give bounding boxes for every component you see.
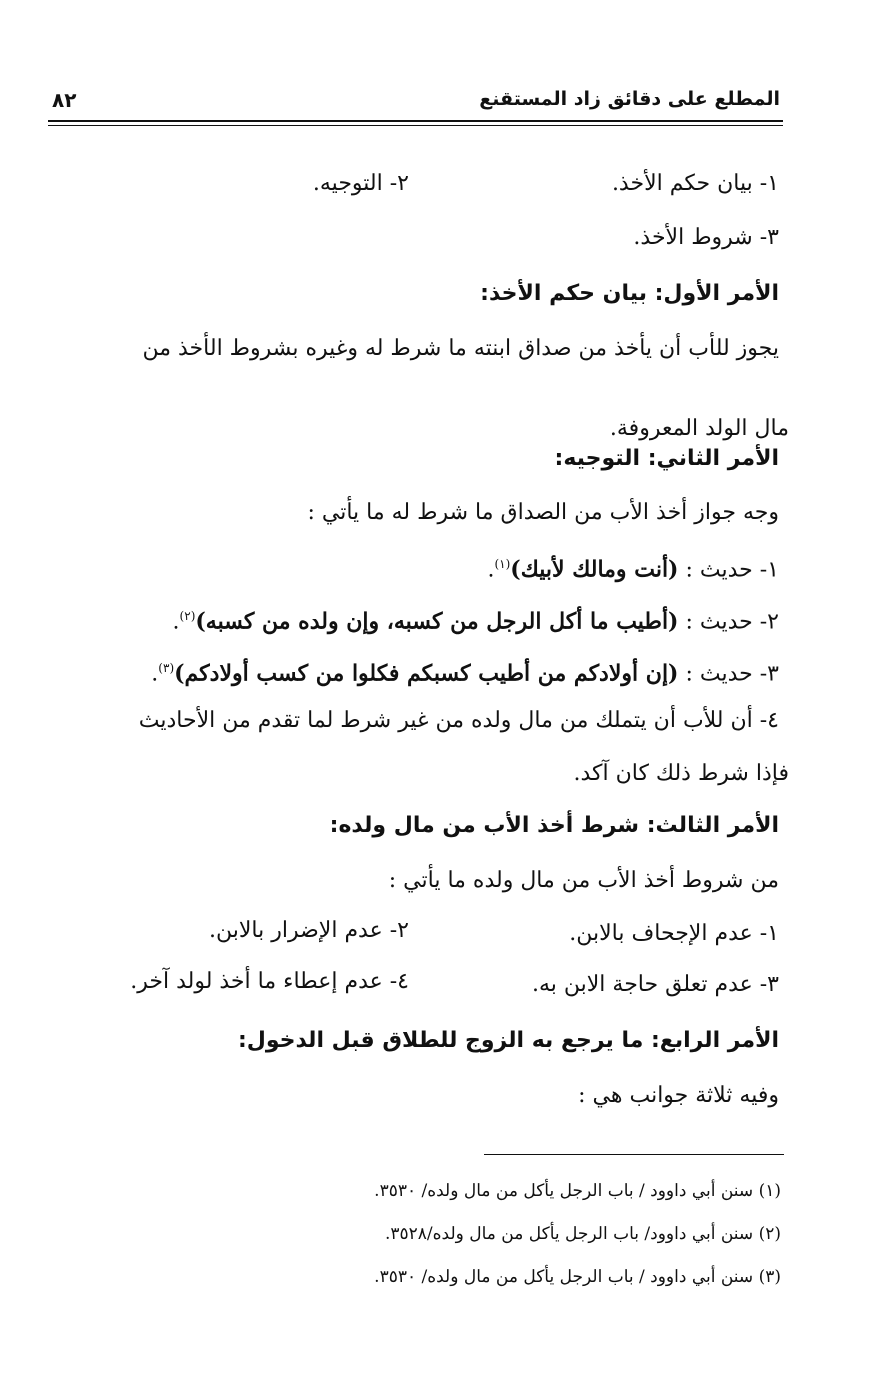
section-heading: الأمر الأول: بيان حكم الأخذ: — [480, 281, 779, 306]
section-heading: الأمر الثاني: التوجيه: — [554, 446, 779, 471]
section-heading: الأمر الثالث: شرط أخذ الأب من مال ولده: — [329, 813, 779, 838]
book-title: المطلع على دقائق زاد المستقنع — [479, 88, 780, 110]
footnote-separator — [484, 1154, 784, 1155]
hadith-quote: (أطيب ما أكل الرجل من كسبه، وإن ولده من كسبه) — [195, 608, 679, 635]
paragraph-line: فإذا شرط ذلك كان آكد. — [573, 761, 789, 786]
hadith-item — [151, 652, 779, 690]
list-item: ٣- شروط الأخذ. — [633, 225, 779, 250]
hadith-prefix: ٣- حديث : — [678, 661, 779, 687]
condition-item: ٢- عدم الإضرار بالابن. — [209, 918, 409, 943]
condition-item: ١- عدم الإجحاف بالابن. — [569, 921, 779, 946]
punctuation: . — [487, 557, 495, 583]
footnote: (١) سنن أبي داوود / باب الرجل يأكل من مال ولده/ ٣٥٣٠. — [374, 1181, 781, 1201]
paragraph-line: وجه جواز أخذ الأب من الصداق ما شرط له ما يأتي : — [307, 500, 779, 525]
hadith-item — [487, 548, 779, 586]
hadith-quote: (أنت ومالك لأبيك) — [510, 556, 679, 583]
hadith-prefix: ٢- حديث : — [678, 609, 779, 635]
footnote: (٢) سنن أبي داوود/ باب الرجل يأكل من مال ولده/٣٥٢٨. — [384, 1224, 781, 1244]
paragraph-line: ٤- أن للأب أن يتملك من مال ولده من غير شرط لما تقدم من الأحاديث — [138, 708, 779, 733]
page-number: ٨٢ — [52, 88, 77, 112]
header-rule-thin — [48, 125, 783, 126]
footnote-ref[interactable]: (١) — [494, 557, 511, 571]
hadith-item — [173, 600, 779, 638]
hadith-prefix: ١- حديث : — [678, 557, 779, 583]
condition-item: ٣- عدم تعلق حاجة الابن به. — [531, 972, 779, 997]
footnote-ref[interactable]: (٣) — [158, 661, 175, 675]
footnote: (٣) سنن أبي داوود / باب الرجل يأكل من مال ولده/ ٣٥٣٠. — [374, 1267, 781, 1287]
paragraph-line: وفيه ثلاثة جوانب هي : — [578, 1083, 779, 1108]
footnote-ref[interactable]: (٢) — [179, 609, 196, 623]
running-header — [52, 86, 780, 116]
section-heading: الأمر الرابع: ما يرجع به الزوج للطلاق قبل الدخول: — [237, 1028, 779, 1053]
hadith-quote: (إن أولادكم من أطيب كسبكم فكلوا من كسب أولادكم) — [174, 660, 679, 687]
list-item: ١- بيان حكم الأخذ. — [611, 171, 779, 196]
condition-item: ٤- عدم إعطاء ما أخذ لولد آخر. — [130, 969, 409, 994]
header-rule — [48, 120, 783, 122]
paragraph-line: من شروط أخذ الأب من مال ولده ما يأتي : — [388, 868, 779, 893]
paragraph-line: مال الولد المعروفة. — [609, 416, 789, 441]
paragraph-line: يجوز للأب أن يأخذ من صداق ابنته ما شرط له وغيره بشروط الأخذ من — [142, 336, 779, 361]
list-item: ٢- التوجيه. — [312, 171, 409, 196]
punctuation: . — [151, 661, 159, 687]
punctuation: . — [172, 609, 180, 635]
